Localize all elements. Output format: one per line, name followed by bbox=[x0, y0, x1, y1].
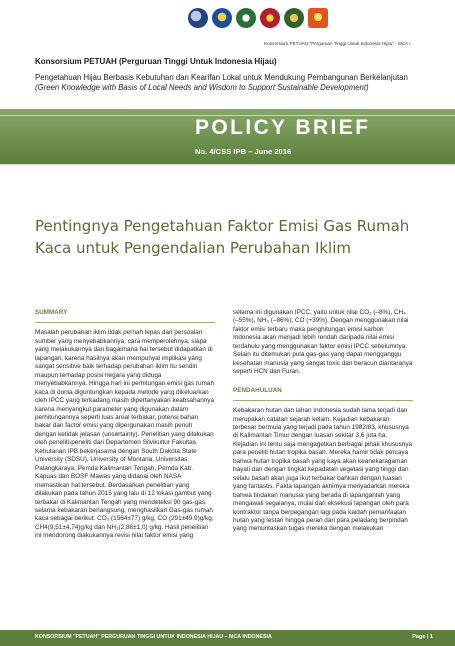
logo-caption: Konsorsium PETUAH "Perguruan Tinggi Untuk Indonesia Hijau" - MCA I bbox=[264, 41, 411, 46]
ipb-logo bbox=[188, 8, 208, 28]
consortium-name: Konsorsium PETUAH (Perguruan Tinggi Untuk Indonesia Hijau) bbox=[35, 57, 277, 66]
right-column bbox=[233, 309, 413, 534]
page-number: Page | 1 bbox=[412, 634, 433, 640]
left-column bbox=[35, 309, 215, 541]
intro-heading: PENDAHULUAN bbox=[233, 386, 282, 394]
untan-logo bbox=[236, 8, 256, 28]
policy-brief-title: POLICY BRIEF bbox=[195, 116, 371, 139]
footer-consortium: KONSORSIUM "PETUAH" PERGURUAN TINGGI UNTUK INDONESIA HIJAU – MCA INDONESIA bbox=[35, 634, 272, 640]
band-shadow bbox=[0, 164, 455, 167]
mca-logo bbox=[308, 8, 328, 28]
intro-rule bbox=[233, 400, 413, 401]
issue-number: No. 4/CSS IPB – June 2016 bbox=[195, 147, 292, 156]
intro-text: Kebakaran hutan dan lahan Indonesia sudah lama terjadi dan merupakan catatan sejarah kelam. Kejadian kebakaran terbesar bermula yang terjadi pada tahun 1982/83, khususnya di Kalimantan Timur dengan luasan sekitar 3,6 juta ha. Kejadian ini tentu saja mengagetkan berbagai pihak khususnya para peneliti hutan tropika basah. Mereka hamir tidak percaya bahwa hutan tropika basah yang kaya akan keanekaragaman hayati dan dengan tingkat kepadatan vegetasi yang tinggi dan selalu basah akan juga ikut terbakar bahkan dengan luasan yang fantastis. Fakta lapangan akhirnya menyadarkan mereka bahwa tindakan manusia yang berada di lapanganlah yang mengawali segalanya, mulai dari eksekusi lapangan oleh para kontraktor tanpa berpegangan lagi pada kaidah pemanfaatan hutan yang lestari hingga peran dari para peladang berpindah yang menuntaskan tugas mereka dengan melakukan bbox=[233, 407, 413, 533]
summary-continued-text: selama ini digunakan IPCC, yaitu untuk nilai CO₂ (–8%), CH₄ (–55%), NH₃ (–86%), CO (+39%). Dengan menggunakan nilai faktor emisi terbaru maka penghitungan emisi karbon Indonesia akan menjadi lebih rendah daripada nilai emisi terdahulu yang menggunakan faktor emisi IPCC sebelumnya. Selain itu ditemukan pula gas-gas yang dapat mengganggu kesehatan manusia yang sangat toxic dan beracun diantaranya seperti HCN dan Furan. bbox=[233, 309, 413, 376]
uniba-logo bbox=[212, 8, 232, 28]
partner-logos bbox=[188, 8, 328, 28]
page-footer bbox=[0, 630, 455, 646]
sdsu-logo bbox=[284, 8, 304, 28]
summary-rule bbox=[35, 322, 215, 323]
subtitle-english: (Green Knowledge with Basis of Local Needs and Wisdom to Support Sustainable Development) bbox=[35, 83, 369, 92]
subtitle-indonesian: Pengetahuan Hijau Berbasis Kebutuhan dan Kearifan Lokal untuk Mendukung Pembangunan Berkelanjutan bbox=[35, 73, 408, 82]
summary-text: Masalah perubahan iklim tidak pernah lepas dari persoalan sumber yang menyebabkannya, cara memperolehnya, siapa yang melakukannya dan bagaimana hal tersebut didapatkan di lapangan, karena hasilnya akan mempunyai implikasi yang sangat sensitive baik terhadap perubahan iklim itu sendiri maupun terhadap posisi negara yang diduga menyebabkannya. Hingga hari ini perhitungan emisi gas rumah kaca di dunia diguntungkan kepada metode yang dikeluarkan oleh IPCC yang terkadang masih dipertanyakan keabsahannya karena menyangkut parameter yang digunakan dalam perhitungannya seperti luas areal terbakar, potensi bahan bakar dan factor emisi yang dipergunakan masih penuh dengan ketidak jelasan (uncertainty). Penelitian yang dilakukan oleh peneliti-peneliti dari Departemen Silvikultur Fakultas Kehutanan IPB bekerjasama dengan South Dakota State University (SDSU), University of Montana, Universitas Palangkaraya, Pemda Kalimantan Tengah, Pemda Kab. Kapuas dan BOSF Mawas yang didanai oleh NASA memastikan hal tersebut. Berdasarkan penelitian yang dilakukan pada tahun 2015 yang lalu di 12 lokasi gambut yang terbakar di Kalimantan Tengah yang mendeteksi 90 gas-gas selama kebakaran berlangsung, menghasilkan Gas-gas rumah kaca sebagai berikut: CO₂ (1564±77) g/kg, CO (291±49,9)g/kg, CH4(9,51±4,74)g/kg dan NH₃(2,86±1,0) g/kg. Hasil penelitian ini mendorong diakukannya revisi nilai faktor emisi yang bbox=[35, 329, 215, 540]
document-title: Pentingnya Pengetahuan Faktor Emisi Gas Rumah Kaca untuk Pengendalian Perubahan Iklim bbox=[35, 217, 410, 257]
unpar-logo bbox=[260, 8, 280, 28]
summary-heading: SUMMARY bbox=[35, 309, 68, 316]
